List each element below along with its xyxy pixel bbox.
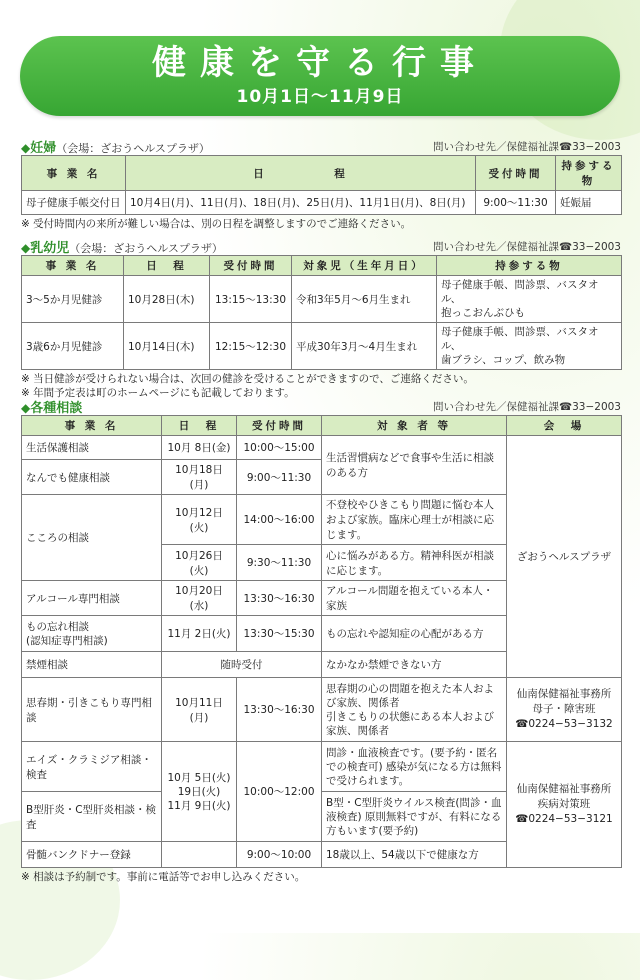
items-line: 母子健康手帳、問診票、バスタオル、 bbox=[441, 279, 599, 305]
event-time: 9:00〜10:00 bbox=[237, 842, 322, 868]
note: ※ 受付時間内の来所が難しい場合は、別の日程を調整しますのでご連絡ください。 bbox=[21, 218, 412, 230]
section-infant bbox=[21, 237, 621, 400]
event-time: 10:00〜12:00 bbox=[237, 742, 322, 842]
column-header: 受付時間 bbox=[210, 256, 292, 276]
event-date: 10月20日(水) bbox=[162, 581, 237, 616]
column-header: 会 場 bbox=[507, 416, 622, 436]
event-target: B型・C型肝炎ウイルス検査(問診・血液検査) 原則無料ですが、有料になる方もいます(要予約) bbox=[322, 792, 507, 842]
event-name: 3歳6か月児健診 bbox=[22, 323, 124, 370]
consult-table bbox=[21, 415, 622, 868]
venue-cell: ざおうヘルスプラザ bbox=[507, 436, 622, 678]
event-time: 13:30〜15:30 bbox=[237, 616, 322, 652]
table-row bbox=[22, 742, 622, 792]
infant-table bbox=[21, 255, 622, 370]
event-date: 随時受付 bbox=[162, 652, 322, 678]
event-date bbox=[162, 842, 237, 868]
event-date: 10月28日(木) bbox=[124, 276, 210, 323]
title-banner bbox=[20, 36, 620, 116]
column-header: 対象児（生年月日） bbox=[292, 256, 437, 276]
event-name: こころの相談 bbox=[22, 495, 162, 581]
contact-info: 問い合わせ先／保健福祉課☎33−2003 bbox=[433, 401, 621, 413]
column-header: 持参する物 bbox=[556, 156, 622, 191]
event-time: 13:15〜13:30 bbox=[210, 276, 292, 323]
event-items: 妊娠届 bbox=[556, 191, 622, 215]
event-time: 12:15〜12:30 bbox=[210, 323, 292, 370]
column-header: 受付時間 bbox=[237, 416, 322, 436]
column-header: 日 程 bbox=[162, 416, 237, 436]
event-name: 生活保護相談 bbox=[22, 436, 162, 460]
event-target: 18歳以上、54歳以下で健康な方 bbox=[322, 842, 507, 868]
contact-info: 問い合わせ先／保健福祉課☎33−2003 bbox=[433, 241, 621, 253]
table-row bbox=[22, 678, 622, 742]
section-header bbox=[21, 137, 621, 155]
event-name: B型肝炎・C型肝炎相談・検査 bbox=[22, 792, 162, 842]
note: ※ 年間予定表は町のホームページにも記載しております。 bbox=[21, 387, 295, 399]
items-line: 歯ブラシ、コップ、飲み物 bbox=[441, 354, 566, 366]
section-header bbox=[21, 237, 621, 255]
event-name: なんでも健康相談 bbox=[22, 460, 162, 495]
section-title: 妊婦 bbox=[30, 141, 57, 156]
event-name: エイズ・クラミジア相談・検査 bbox=[22, 742, 162, 792]
event-items bbox=[437, 276, 622, 323]
event-date: 11月 2日(火) bbox=[162, 616, 237, 652]
event-name: 母子健康手帳交付日 bbox=[22, 191, 126, 215]
event-date: 10月 5日(火) 19日(火) 11月 9日(火) bbox=[162, 742, 237, 842]
event-target: 令和3年5月〜6月生まれ bbox=[292, 276, 437, 323]
event-time: 9:30〜11:30 bbox=[237, 545, 322, 581]
column-header: 持参する物 bbox=[437, 256, 622, 276]
column-header: 事 業 名 bbox=[22, 416, 162, 436]
note: ※ 相談は予約制です。事前に電話等でお申し込みください。 bbox=[21, 871, 306, 883]
event-items bbox=[437, 323, 622, 370]
event-date: 10月18日(月) bbox=[162, 460, 237, 495]
column-header: 事 業 名 bbox=[22, 256, 124, 276]
event-schedule: 10月4日(月)、11日(月)、18日(月)、25日(月)、11月1日(月)、8日(月) bbox=[126, 191, 476, 215]
diamond-icon: ◆ bbox=[21, 141, 31, 155]
pregnant-table bbox=[21, 155, 622, 215]
event-date: 10月26日(火) bbox=[162, 545, 237, 581]
venue-cell: 仙南保健福祉事務所 母子・障害班 ☎0224−53−3132 bbox=[507, 678, 622, 742]
section-header bbox=[21, 397, 621, 415]
section-title: 各種相談 bbox=[30, 401, 83, 416]
period-dates: 10月1日〜11月9日 bbox=[236, 87, 404, 107]
table-row bbox=[22, 323, 622, 370]
note: ※ 当日健診が受けられない場合は、次回の健診を受けることができますので、ご連絡ください。 bbox=[21, 373, 474, 385]
page-title: 健康を守る行事 bbox=[152, 43, 488, 83]
event-time: 13:30〜16:30 bbox=[237, 678, 322, 742]
diamond-icon: ◆ bbox=[21, 401, 31, 415]
event-time: 10:00〜15:00 bbox=[237, 436, 322, 460]
event-name: 3〜5か月児健診 bbox=[22, 276, 124, 323]
contact-info: 問い合わせ先／保健福祉課☎33−2003 bbox=[433, 141, 621, 153]
event-date: 10月14日(木) bbox=[124, 323, 210, 370]
column-header: 対 象 者 等 bbox=[322, 416, 507, 436]
event-target: 心に悩みがある方。精神科医が相談に応じます。 bbox=[322, 545, 507, 581]
event-target: もの忘れや認知症の心配がある方 bbox=[322, 616, 507, 652]
event-target: 不登校やひきこもり問題に悩む本人および家族。臨床心理士が相談に応じます。 bbox=[322, 495, 507, 545]
event-name: 禁煙相談 bbox=[22, 652, 162, 678]
event-date: 10月 8日(金) bbox=[162, 436, 237, 460]
event-time: 9:00〜11:30 bbox=[476, 191, 556, 215]
table-row bbox=[22, 191, 622, 215]
diamond-icon: ◆ bbox=[21, 241, 31, 255]
venue-cell: 仙南保健福祉事務所 疾病対策班 ☎0224−53−3121 bbox=[507, 742, 622, 868]
event-target: 思春期の心の問題を抱えた本人および家族、関係者 引きこもりの状態にある本人および家族、関係者 bbox=[322, 678, 507, 742]
section-title: 乳幼児 bbox=[30, 241, 70, 256]
event-time: 14:00〜16:00 bbox=[237, 495, 322, 545]
section-venue: （会場：ざおうヘルスプラザ） bbox=[56, 142, 210, 155]
section-pregnant bbox=[21, 137, 621, 231]
column-header: 日 程 bbox=[126, 156, 476, 191]
column-header: 事 業 名 bbox=[22, 156, 126, 191]
event-name: もの忘れ相談 (認知症専門相談) bbox=[22, 616, 162, 652]
event-target: 生活習慣病などで食事や生活に相談のある方 bbox=[322, 436, 507, 495]
column-header: 日 程 bbox=[124, 256, 210, 276]
event-name: アルコール専門相談 bbox=[22, 581, 162, 616]
event-target: アルコール問題を抱えている本人・家族 bbox=[322, 581, 507, 616]
items-line: 抱っこおんぶひも bbox=[441, 307, 525, 319]
event-target: なかなか禁煙できない方 bbox=[322, 652, 507, 678]
event-target: 問診・血液検査です。(要予約・匿名での検査可) 感染が気になる方は無料で受けられます。 bbox=[322, 742, 507, 792]
event-date: 10月12日(火) bbox=[162, 495, 237, 545]
table-row bbox=[22, 436, 622, 460]
items-line: 母子健康手帳、問診票、バスタオル、 bbox=[441, 326, 599, 352]
event-time: 9:00〜11:30 bbox=[237, 460, 322, 495]
column-header: 受付時間 bbox=[476, 156, 556, 191]
event-date: 10月11日(月) bbox=[162, 678, 237, 742]
event-name: 骨髄バンクドナー登録 bbox=[22, 842, 162, 868]
table-row bbox=[22, 276, 622, 323]
section-venue: （会場：ざおうヘルスプラザ） bbox=[69, 242, 223, 255]
event-target: 平成30年3月〜4月生まれ bbox=[292, 323, 437, 370]
section-consult bbox=[21, 397, 621, 884]
event-time: 13:30〜16:30 bbox=[237, 581, 322, 616]
event-name: 思春期・引きこもり専門相談 bbox=[22, 678, 162, 742]
